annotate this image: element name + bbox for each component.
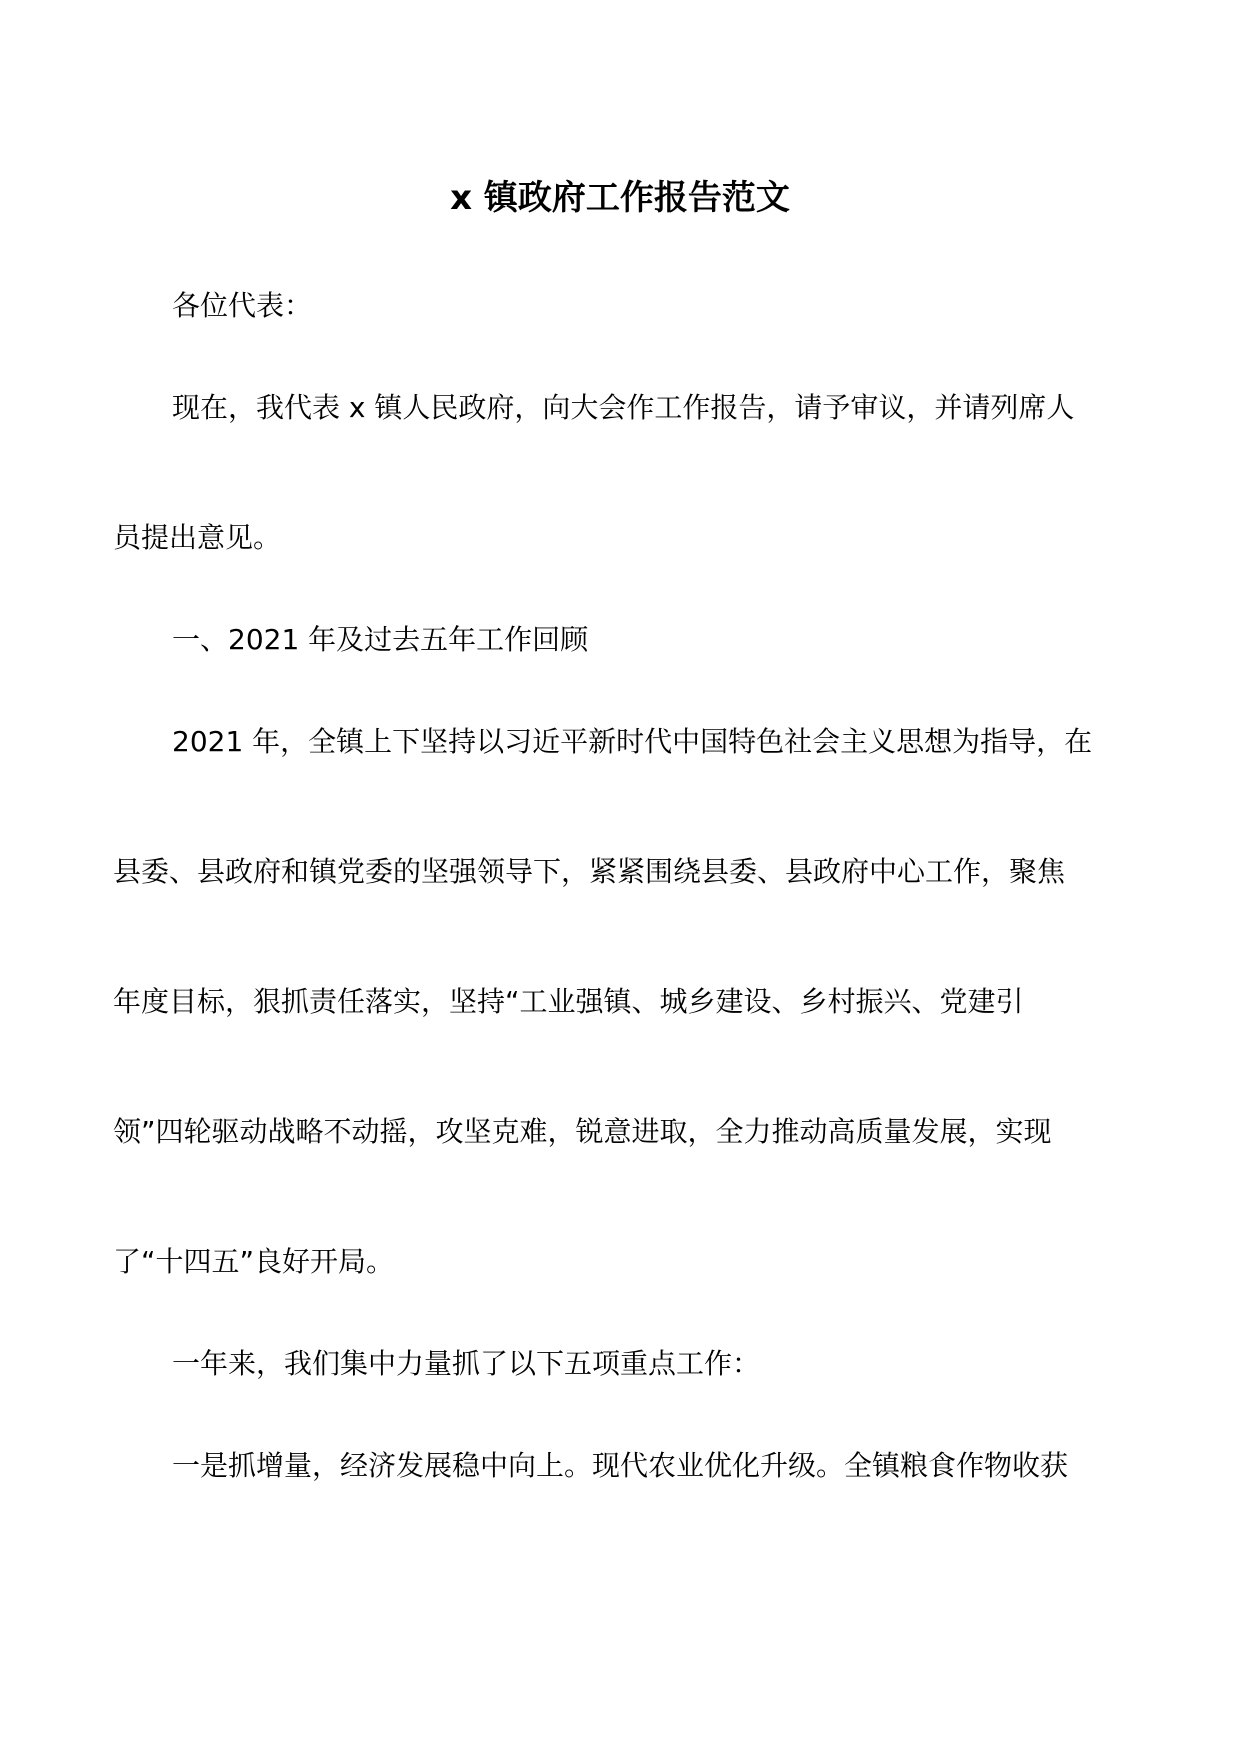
body-line: 2021 年，全镇上下坚持以习近平新时代中国特色社会主义思想为指导，在: [172, 725, 1093, 758]
document-title: x 镇政府工作报告范文: [450, 178, 790, 218]
body-line: 县委、县政府和镇党委的坚强领导下，紧紧围绕县委、县政府中心工作，聚焦: [113, 855, 1066, 888]
body-line: 一年来，我们集中力量抓了以下五项重点工作：: [172, 1347, 761, 1380]
section-heading: 一、2021 年及过去五年工作回顾: [172, 623, 589, 656]
body-line: 了“十四五”良好开局。: [113, 1245, 395, 1278]
body-line: 年度目标，狠抓责任落实，坚持“工业强镇、城乡建设、乡村振兴、党建引: [113, 985, 1024, 1018]
body-line: 现在，我代表 x 镇人民政府，向大会作工作报告，请予审议，并请列席人: [172, 391, 1075, 424]
body-line: 员提出意见。: [113, 521, 282, 554]
salutation-line: 各位代表：: [172, 289, 313, 322]
body-line: 一是抓增量，经济发展稳中向上。现代农业优化升级。全镇粮食作物收获: [172, 1449, 1069, 1482]
body-line: 领”四轮驱动战略不动摇，攻坚克难，锐意进取，全力推动高质量发展，实现: [113, 1115, 1052, 1148]
